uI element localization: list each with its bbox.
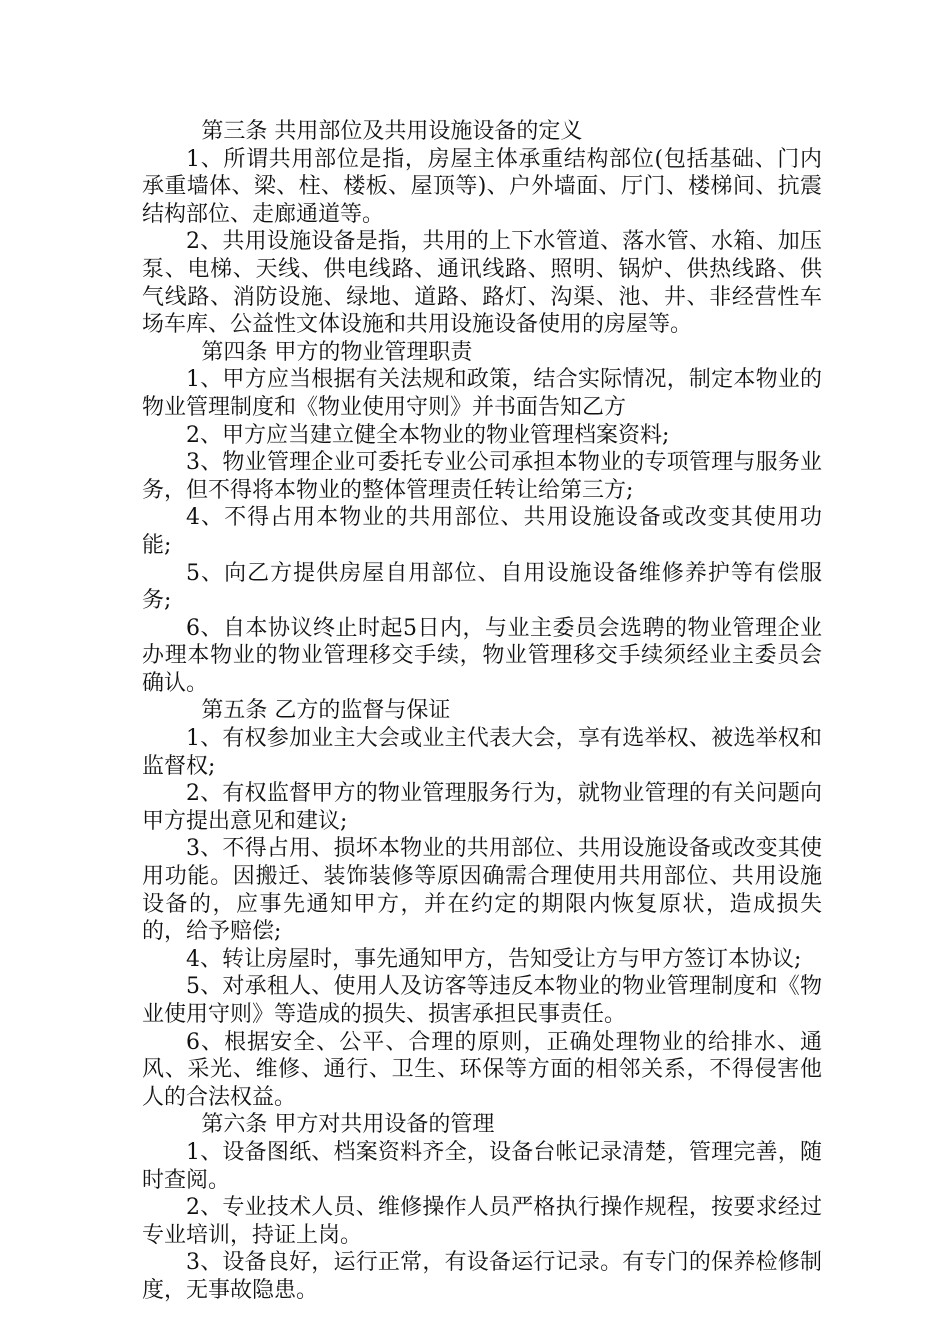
article-6-item-1: 1、设备图纸、档案资料齐全，设备台帐记录清楚，管理完善，随时查阅。 — [142, 1139, 822, 1193]
article-4-item-5: 5、向乙方提供房屋自用部位、自用设施设备维修养护等有偿服务; — [142, 560, 822, 614]
article-5-item-4: 4、转让房屋时，事先通知甲方，告知受让方与甲方签订本协议; — [186, 946, 802, 972]
article-3-heading: 第三条 共用部位及共用设施设备的定义 — [201, 119, 583, 144]
article-4-heading: 第四条 甲方的物业管理职责 — [201, 339, 473, 365]
article-3-item-2: 2、共用设施设备是指，共用的上下水管道、落水管、水箱、加压泵、电梯、天线、供电线路、通讯线路、照明、锅炉、供热线路、供气线路、消防设施、绿地、道路、路灯、沟渠、池、井、非经营性车场车库、公益性文体设施和共用设施设备使用的房屋等。 — [142, 229, 822, 338]
article-5-item-6: 6、根据安全、公平、合理的原则，正确处理物业的给排水、通风、采光、维修、通行、卫生、环保等方面的相邻关系，不得侵害他人的合法权益。 — [142, 1029, 822, 1110]
article-5-item-2: 2、有权监督甲方的物业管理服务行为，就物业管理的有关问题向甲方提出意见和建议; — [142, 781, 822, 834]
article-4-item-6: 6、自本协议终止时起5日内，与业主委员会选聘的物业管理企业办理本物业的物业管理移交手续，物业管理移交手续须经业主委员会确认。 — [142, 615, 822, 696]
article-5-heading: 第五条 乙方的监督与保证 — [201, 698, 451, 724]
article-5-item-3: 3、不得占用、损坏本物业的共用部位、共用设施设备或改变其使用功能。因搬迁、装饰装修等原因确需合理使用共用部位、共用设施设备的，应事先通知甲方，并在约定的期限内恢复原状，造成损失的，给予赔偿; — [142, 836, 822, 945]
article-3-item-1: 1、所谓共用部位是指，房屋主体承重结构部位(包括基础、门内承重墙体、梁、柱、楼板、屋顶等)、户外墙面、厅门、楼梯间、抗震结构部位、走廊通道等。 — [142, 146, 822, 227]
document-body — [142, 118, 822, 1305]
article-5-item-1: 1、有权参加业主大会或业主代表大会，享有选举权、被选举权和监督权; — [142, 726, 822, 779]
article-5-item-5: 5、对承租人、使用人及访客等违反本物业的物业管理制度和《物业使用守则》等造成的损失、损害承担民事责任。 — [142, 974, 822, 1027]
article-6-item-3: 3、设备良好，运行正常，有设备运行记录。有专门的保养检修制度，无事故隐患。 — [142, 1250, 822, 1303]
article-4-item-2: 2、甲方应当建立健全本物业的物业管理档案资料; — [186, 422, 670, 448]
article-4-item-4: 4、不得占用本物业的共用部位、共用设施设备或改变其使用功能; — [142, 505, 822, 558]
article-6-item-2: 2、专业技术人员、维修操作人员严格执行操作规程，按要求经过专业培训，持证上岗。 — [142, 1195, 822, 1248]
article-6-heading: 第六条 甲方对共用设备的管理 — [201, 1112, 495, 1138]
article-4-item-3: 3、物业管理企业可委托专业公司承担本物业的专项管理与服务业务，但不得将本物业的整体管理责任转让给第三方; — [142, 450, 822, 503]
article-4-item-1: 1、甲方应当根据有关法规和政策，结合实际情况，制定本物业的物业管理制度和《物业使用守则》并书面告知乙方 — [142, 367, 822, 420]
